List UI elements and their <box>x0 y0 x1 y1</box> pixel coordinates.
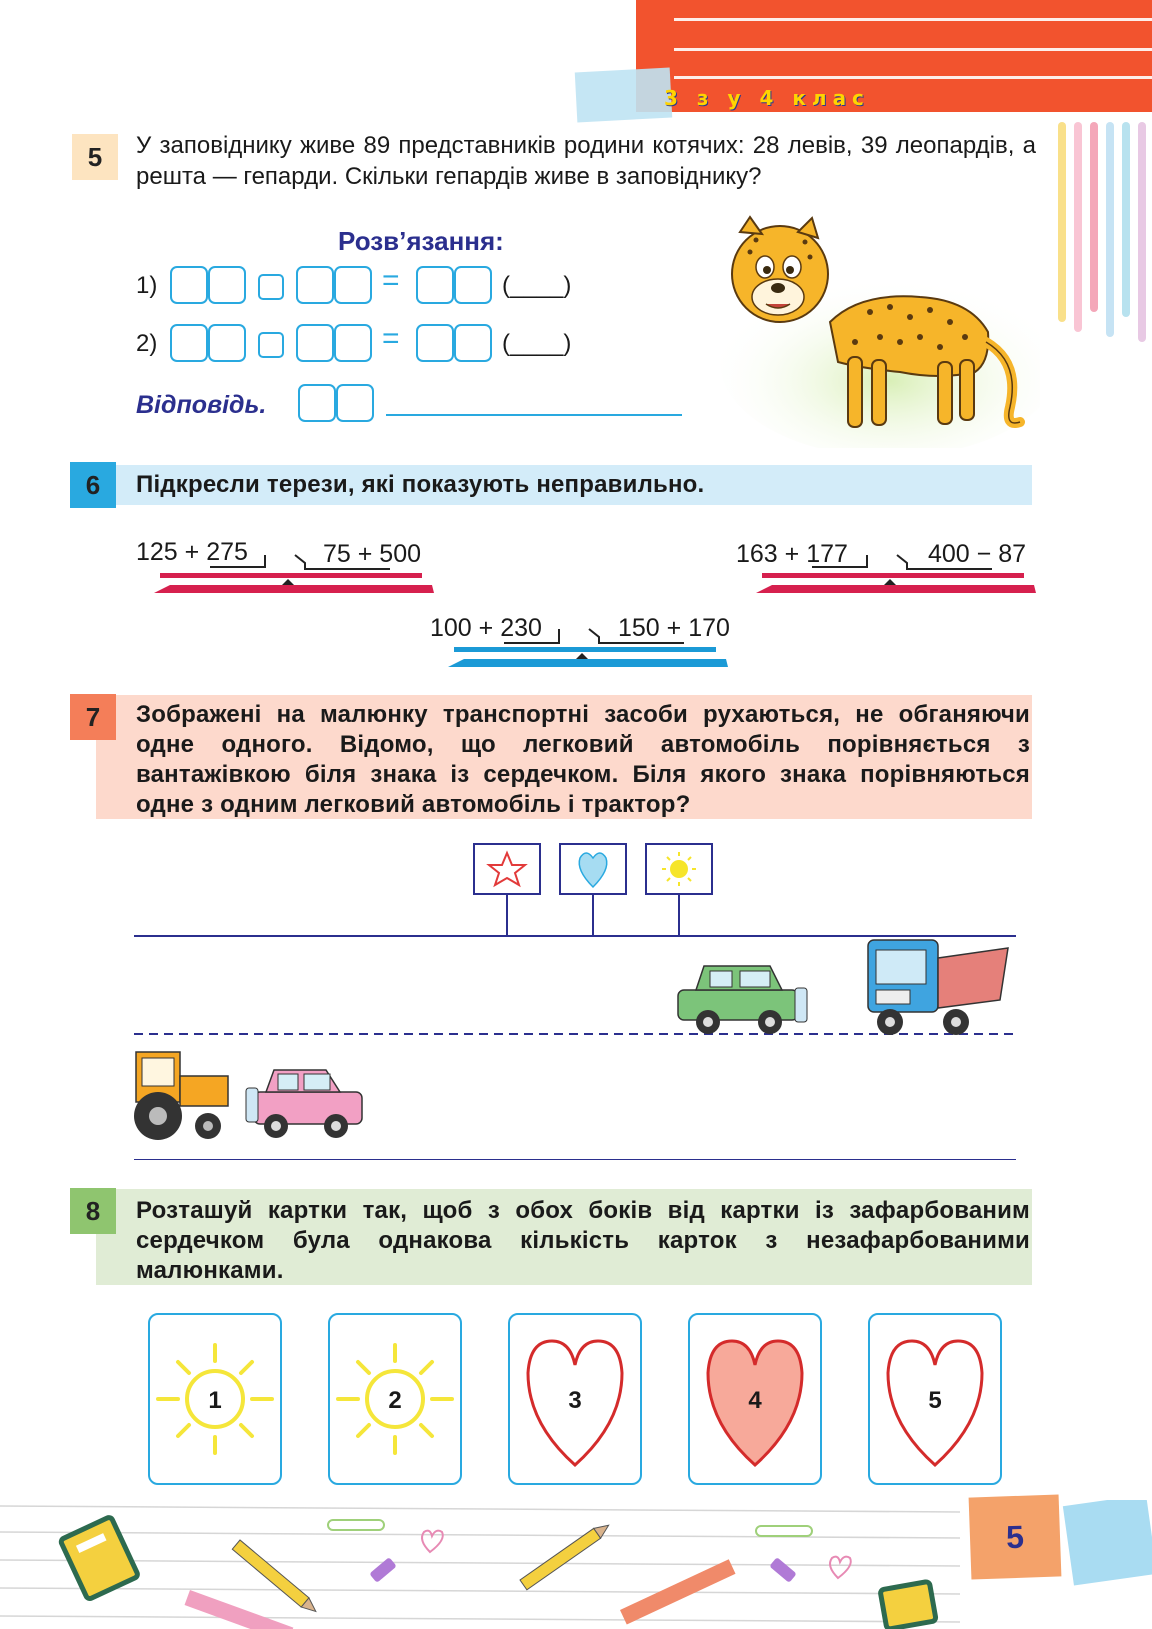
card-number: 2 <box>388 1387 402 1414</box>
scale-left-expression: 100 + 230 <box>430 614 542 642</box>
solution-row-label: 2) <box>136 330 158 357</box>
card-5[interactable] <box>868 1313 1002 1485</box>
card-1[interactable] <box>148 1313 282 1485</box>
card-number: 1 <box>208 1387 222 1414</box>
green-car <box>678 966 807 1034</box>
digit-box[interactable] <box>454 266 492 304</box>
notebook-icon <box>880 1581 936 1629</box>
road-scene <box>130 840 1020 1160</box>
card-number: 4 <box>748 1387 762 1414</box>
operation-box[interactable] <box>258 274 284 300</box>
digit-box[interactable] <box>208 266 246 304</box>
task8-text: Розташуй картки так, щоб з обох боків від картки із зафарбованим сердечком була однакова кількість карток з незафарбованими малюнками. <box>136 1197 1030 1284</box>
heart-doodle-icon <box>422 1531 443 1552</box>
card-number: 3 <box>568 1387 582 1414</box>
scale-beam <box>752 553 1038 603</box>
scale-beam <box>150 553 436 603</box>
task-number-badge: 5 <box>72 134 118 180</box>
ruler-icon <box>185 1590 294 1629</box>
answer-digit-box[interactable] <box>298 384 336 422</box>
pencil-icon <box>232 1540 319 1616</box>
star-sign[interactable] <box>474 844 540 936</box>
scale-right-expression: 400 − 87 <box>928 540 1027 568</box>
digit-box[interactable] <box>170 266 208 304</box>
digit-box[interactable] <box>416 324 454 362</box>
unit-blank[interactable]: (____) <box>502 330 572 357</box>
page-number: 5 <box>1005 1518 1025 1555</box>
pushpin-icon <box>369 1557 397 1583</box>
digit-box[interactable] <box>454 324 492 362</box>
task-number-badge: 7 <box>70 694 116 740</box>
tape-decoration <box>575 68 672 123</box>
card-3[interactable] <box>508 1313 642 1485</box>
scale-beam <box>444 627 730 677</box>
equals-sign: = <box>382 264 400 297</box>
scale-left-expression: 125 + 275 <box>136 538 248 566</box>
card-2[interactable] <box>328 1313 462 1485</box>
card-4[interactable] <box>688 1313 822 1485</box>
scale-right-expression: 75 + 500 <box>323 540 422 568</box>
sun-sign[interactable] <box>646 844 712 936</box>
digit-box[interactable] <box>170 324 208 362</box>
answer-label: Відповідь. <box>136 391 267 419</box>
answer-digit-box[interactable] <box>336 384 374 422</box>
grade-label: 3 з у 4 клас <box>664 86 870 110</box>
banner-line <box>674 48 1152 51</box>
pushpin-icon <box>769 1557 797 1583</box>
heart-doodle-icon <box>830 1557 851 1578</box>
paperclip-icon <box>328 1520 812 1536</box>
page-number-box <box>969 1494 1062 1579</box>
heart-sign[interactable] <box>560 844 626 936</box>
pencil-icon <box>520 1520 612 1589</box>
operation-box[interactable] <box>258 332 284 358</box>
scale-right-expression: 150 + 170 <box>618 614 730 642</box>
unit-blank[interactable]: (____) <box>502 272 572 299</box>
task6-text: Підкресли терези, які показують неправильно. <box>136 471 705 498</box>
answer-line[interactable] <box>386 414 682 416</box>
digit-box[interactable] <box>296 266 334 304</box>
scale-left-expression: 163 + 177 <box>736 540 848 568</box>
pink-car <box>246 1070 362 1138</box>
equals-sign: = <box>382 322 400 355</box>
task5-text: У заповіднику живе 89 представників родини котячих: 28 левів, 39 леопардів, а решта — гепарди. Скільки гепардів живе в заповіднику? <box>136 132 1036 190</box>
digit-box[interactable] <box>208 324 246 362</box>
digit-box[interactable] <box>296 324 334 362</box>
banner-line <box>674 76 1152 79</box>
task7-text: Зображені на малюнку транспортні засоби рухаються, не обганяючи одне одного. Відомо, що легковий автомобіль порівняється з вантажівкою біля знака із сердечком. Біля якого знака порівняються одне з одним легковий автомобіль і трактор? <box>136 701 1030 818</box>
task-number-badge: 6 <box>70 462 116 508</box>
digit-box[interactable] <box>334 324 372 362</box>
digit-box[interactable] <box>334 266 372 304</box>
solution-title: Розв’язання: <box>338 226 504 256</box>
cheetah-illustration <box>720 212 1040 448</box>
task-number-badge: 8 <box>70 1188 116 1234</box>
banner-line <box>674 18 1152 21</box>
truck <box>868 940 1008 1035</box>
card-number: 5 <box>928 1387 942 1414</box>
solution-row-label: 1) <box>136 272 158 299</box>
tractor <box>134 1052 228 1140</box>
digit-box[interactable] <box>416 266 454 304</box>
notebook-icon <box>60 1516 139 1599</box>
